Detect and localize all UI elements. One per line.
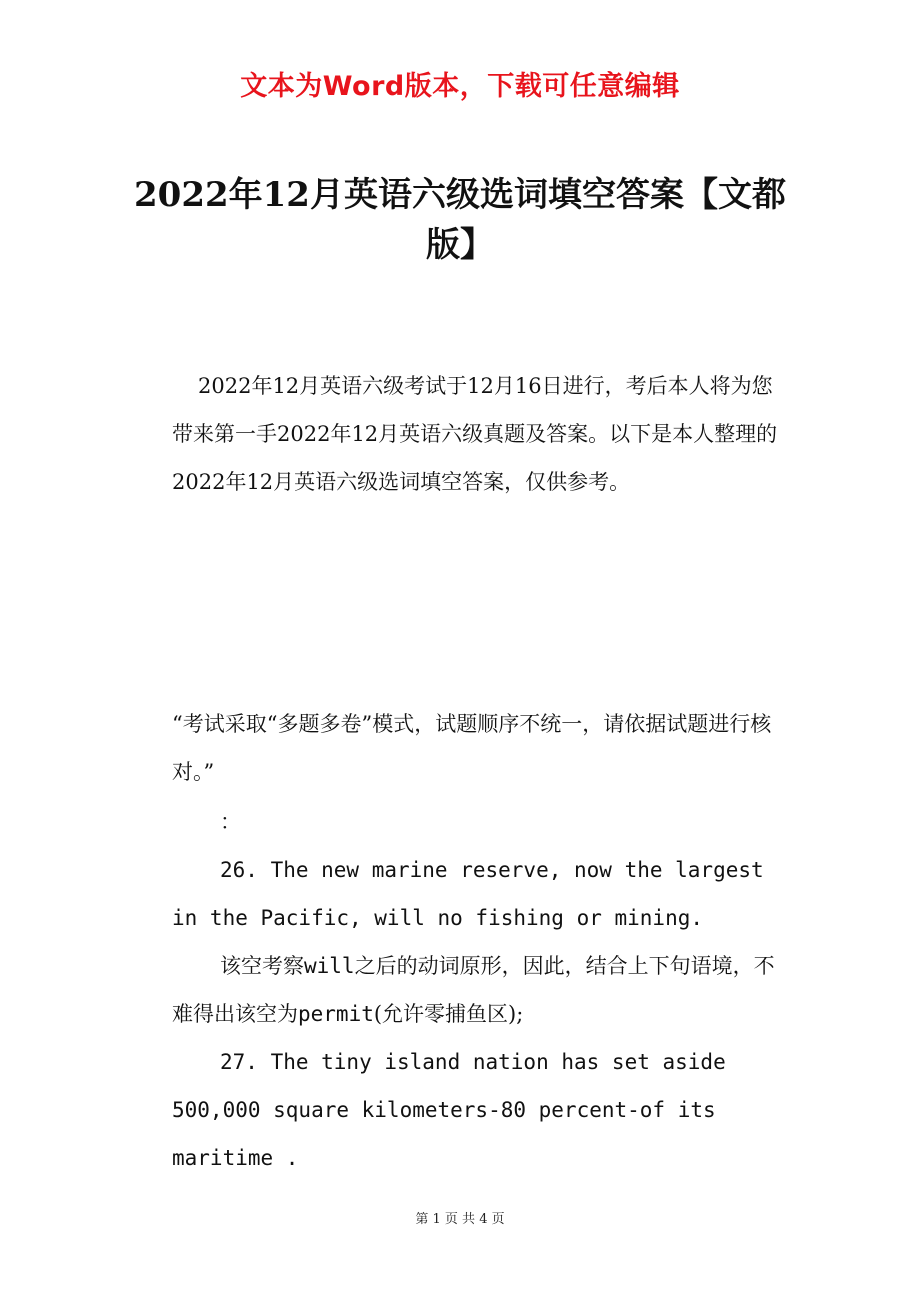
question-26: 26. The new marine reserve, now the largest in the Pacific, will no fishing or mining. [172,858,764,930]
page-footer: 第 1 页 共 4 页 [415,1212,505,1227]
colon-line: ： [220,810,241,834]
answer-26-will: will [304,954,355,978]
answer-26-word: permit [298,1002,374,1026]
answer-26-text-post: (允许零捕鱼区); [373,1002,524,1026]
question-27: 27. The tiny island nation has set aside 500,000 square kilometers-80 percent-of its maritime . [172,1050,726,1170]
document-title: 2022年12月英语六级选词填空答案【文都版】 [134,175,786,265]
answer-26-text-mid: 之后的动词原形，因此，结合上下句语境，不难得出该空为 [172,954,775,1026]
download-banner: 文本为Word版本，下载可任意编辑 [240,71,680,102]
intro-paragraph: 2022年12月英语六级考试于12月16日进行，考后本人将为您带来第一手2022年12月英语六级真题及答案。以下是本人整理的2022年12月英语六级选词填空答案，仅供参考。 [172,374,778,494]
answer-26-text-pre: 该空考察 [220,954,304,978]
answer-26-explanation [172,942,792,1038]
exam-notice-paragraph: “考试采取“多题多卷”模式，试题顺序不统一，请依据试题进行核对。” [172,712,772,784]
